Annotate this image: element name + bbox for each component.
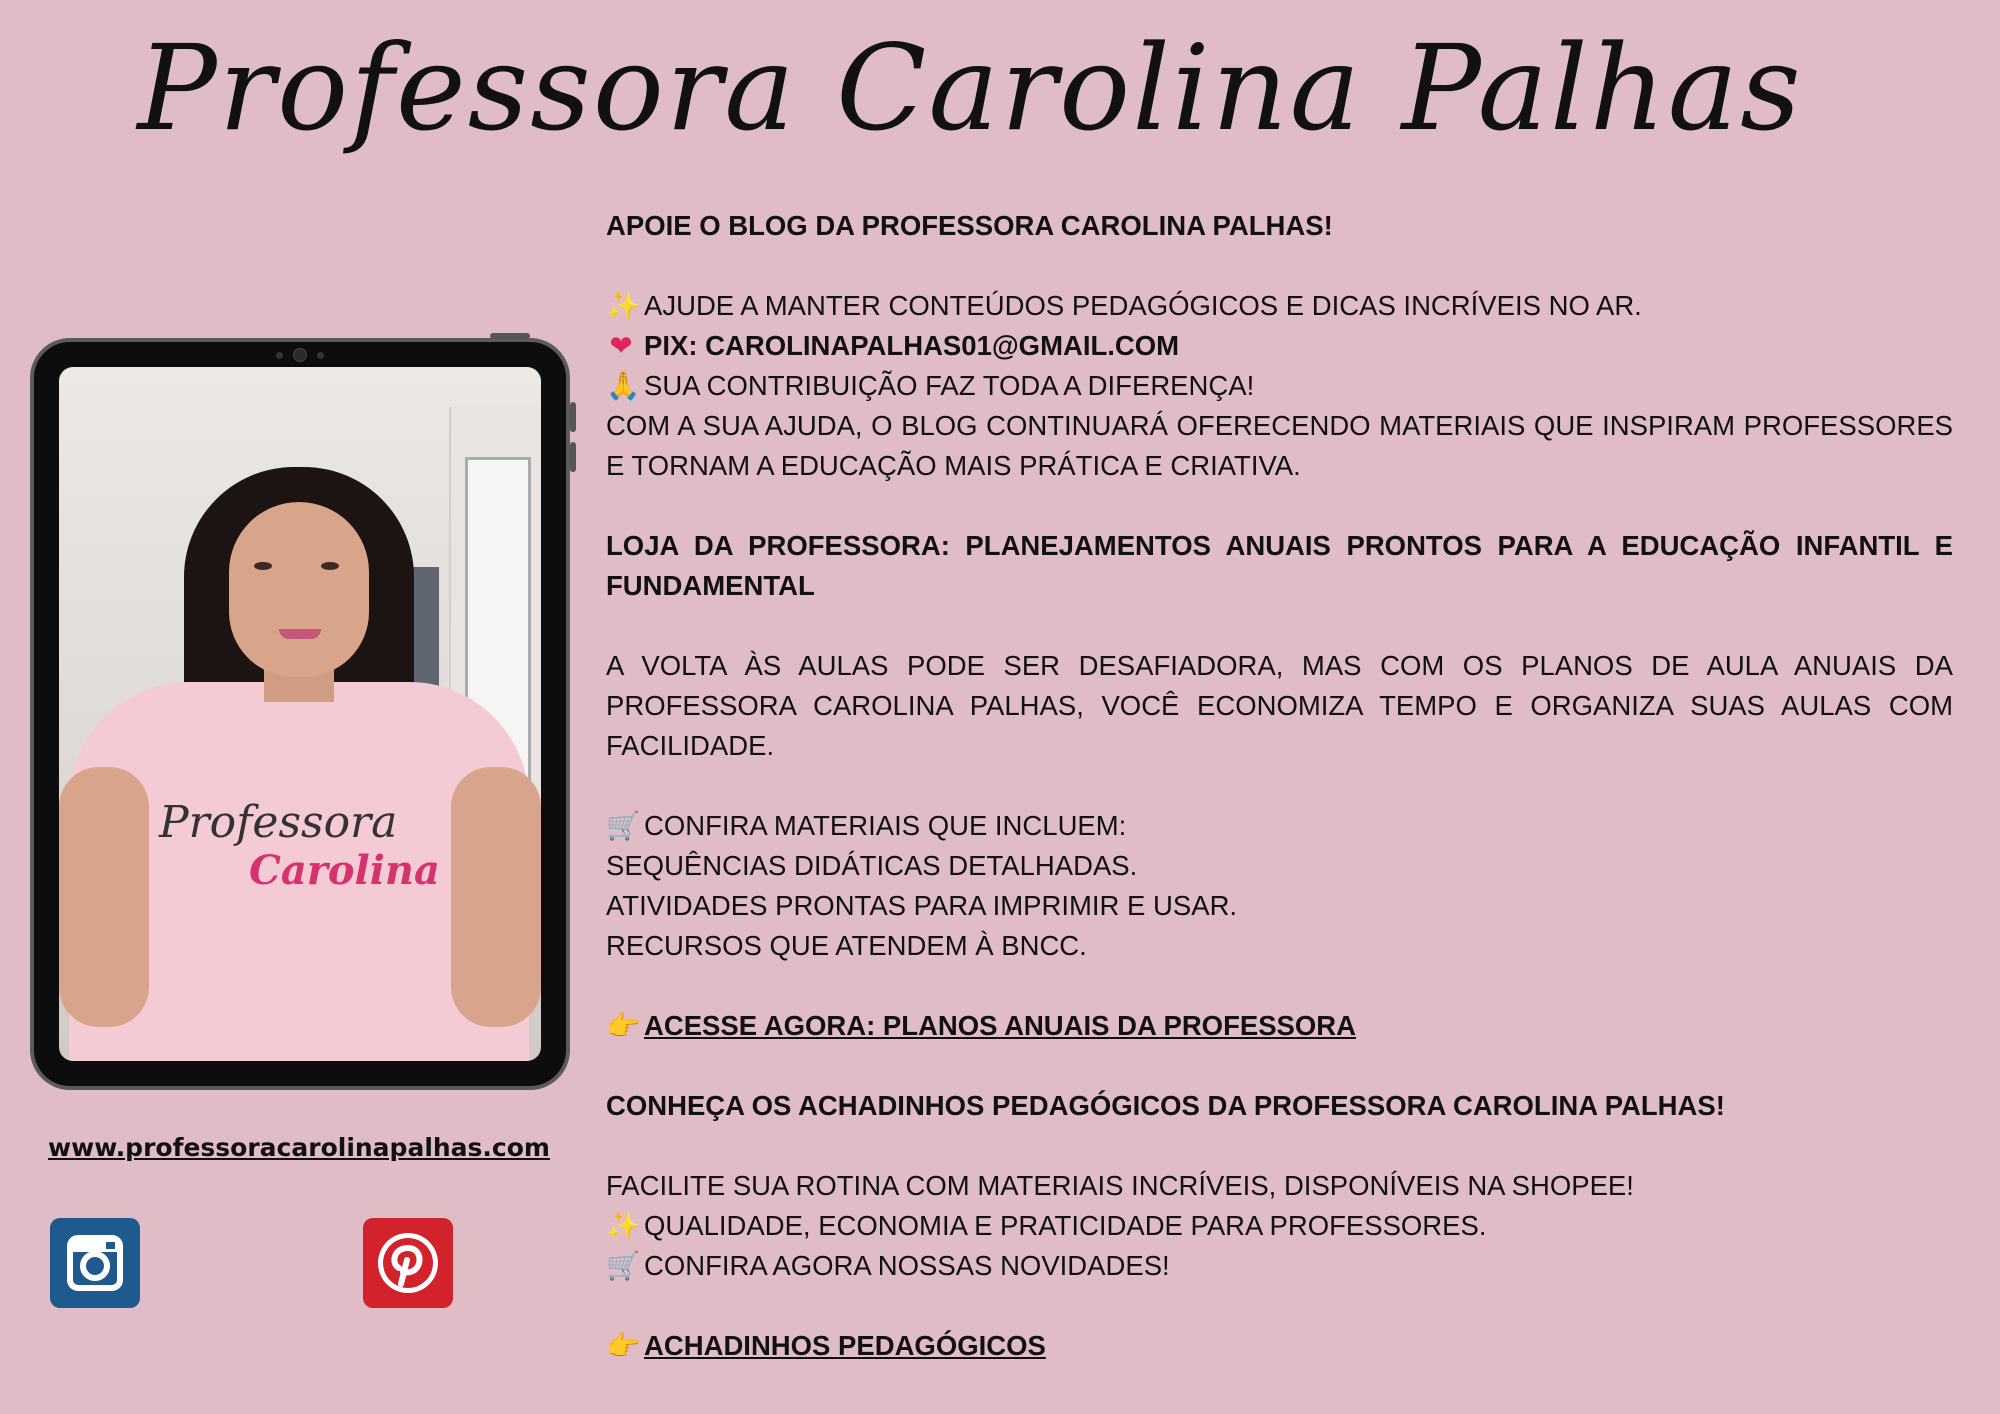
camera-icon — [276, 348, 324, 362]
finds-link[interactable]: 👉 ACHADINHOS PEDAGÓGICOS — [606, 1326, 1953, 1366]
page-title: Professora Carolina Palhas — [137, 19, 1803, 157]
pointing-hand-icon: 👉 — [606, 1330, 641, 1362]
pointing-hand-icon: 👉 — [606, 1010, 641, 1042]
pinterest-icon[interactable] — [363, 1218, 453, 1308]
finds-line: FACILITE SUA ROTINA COM MATERIAIS INCRÍVEIS, DISPONÍVEIS NA SHOPEE! — [606, 1170, 1634, 1201]
plans-link[interactable]: 👉 ACESSE AGORA: PLANOS ANUAIS DA PROFESSORA — [606, 1006, 1953, 1046]
tablet-button — [570, 442, 576, 472]
instagram-icon[interactable] — [50, 1218, 140, 1308]
materials-item: SEQUÊNCIAS DIDÁTICAS DETALHADAS. — [606, 850, 1138, 881]
store-heading: LOJA DA PROFESSORA: PLANEJAMENTOS ANUAIS PRONTOS PARA A EDUCAÇÃO INFANTIL E FUNDAMENTAL — [606, 530, 1953, 601]
store-paragraph: A VOLTA ÀS AULAS PODE SER DESAFIADORA, MAS COM OS PLANOS DE AULA ANUAIS DA PROFESSORA CAROLINA PALHAS, VOCÊ ECONOMIZA TEMPO E ORGANIZA SUAS AULAS COM FACILIDADE. — [606, 650, 1953, 761]
tablet-button — [490, 333, 530, 339]
tablet-button — [570, 402, 576, 432]
cart-icon: 🛒 — [606, 810, 641, 842]
teacher-photo — [59, 367, 541, 1061]
materials-intro: 🛒 CONFIRA MATERIAIS QUE INCLUEM: — [606, 806, 1953, 846]
support-heading: APOIE O BLOG DA PROFESSORA CAROLINA PALHAS! — [606, 210, 1333, 241]
contribution-line: 🙏 SUA CONTRIBUIÇÃO FAZ TODA A DIFERENÇA! — [606, 366, 1953, 406]
pix-line: ❤ PIX: CAROLINAPALHAS01@GMAIL.COM — [606, 326, 1953, 366]
pray-icon: 🙏 — [606, 370, 641, 402]
support-line: ✨ AJUDE A MANTER CONTEÚDOS PEDAGÓGICOS E DICAS INCRÍVEIS NO AR. — [606, 286, 1953, 326]
sparkles-icon: ✨ — [606, 1210, 641, 1242]
tablet-frame — [30, 338, 570, 1090]
help-paragraph: COM A SUA AJUDA, O BLOG CONTINUARÁ OFERECENDO MATERIAIS QUE INSPIRAM PROFESSORES E TORNAM A EDUCAÇÃO MAIS PRÁTICA E CRIATIVA. — [606, 410, 1953, 481]
heart-icon: ❤ — [609, 330, 633, 362]
sparkles-icon: ✨ — [606, 290, 641, 322]
materials-item: ATIVIDADES PRONTAS PARA IMPRIMIR E USAR. — [606, 890, 1238, 921]
shirt-logo-name: Carolina — [249, 847, 440, 894]
finds-line: ✨ QUALIDADE, ECONOMIA E PRATICIDADE PARA PROFESSORES. — [606, 1206, 1953, 1246]
shirt-logo-text: Professora — [159, 797, 398, 848]
finds-line: 🛒 CONFIRA AGORA NOSSAS NOVIDADES! — [606, 1246, 1953, 1286]
website-link[interactable]: www.professoracarolinapalhas.com — [48, 1133, 550, 1162]
materials-item: RECURSOS QUE ATENDEM À BNCC. — [606, 930, 1087, 961]
main-content — [606, 206, 1953, 1366]
cart-icon: 🛒 — [606, 1250, 641, 1282]
finds-heading: CONHEÇA OS ACHADINHOS PEDAGÓGICOS DA PROFESSORA CAROLINA PALHAS! — [606, 1090, 1725, 1121]
